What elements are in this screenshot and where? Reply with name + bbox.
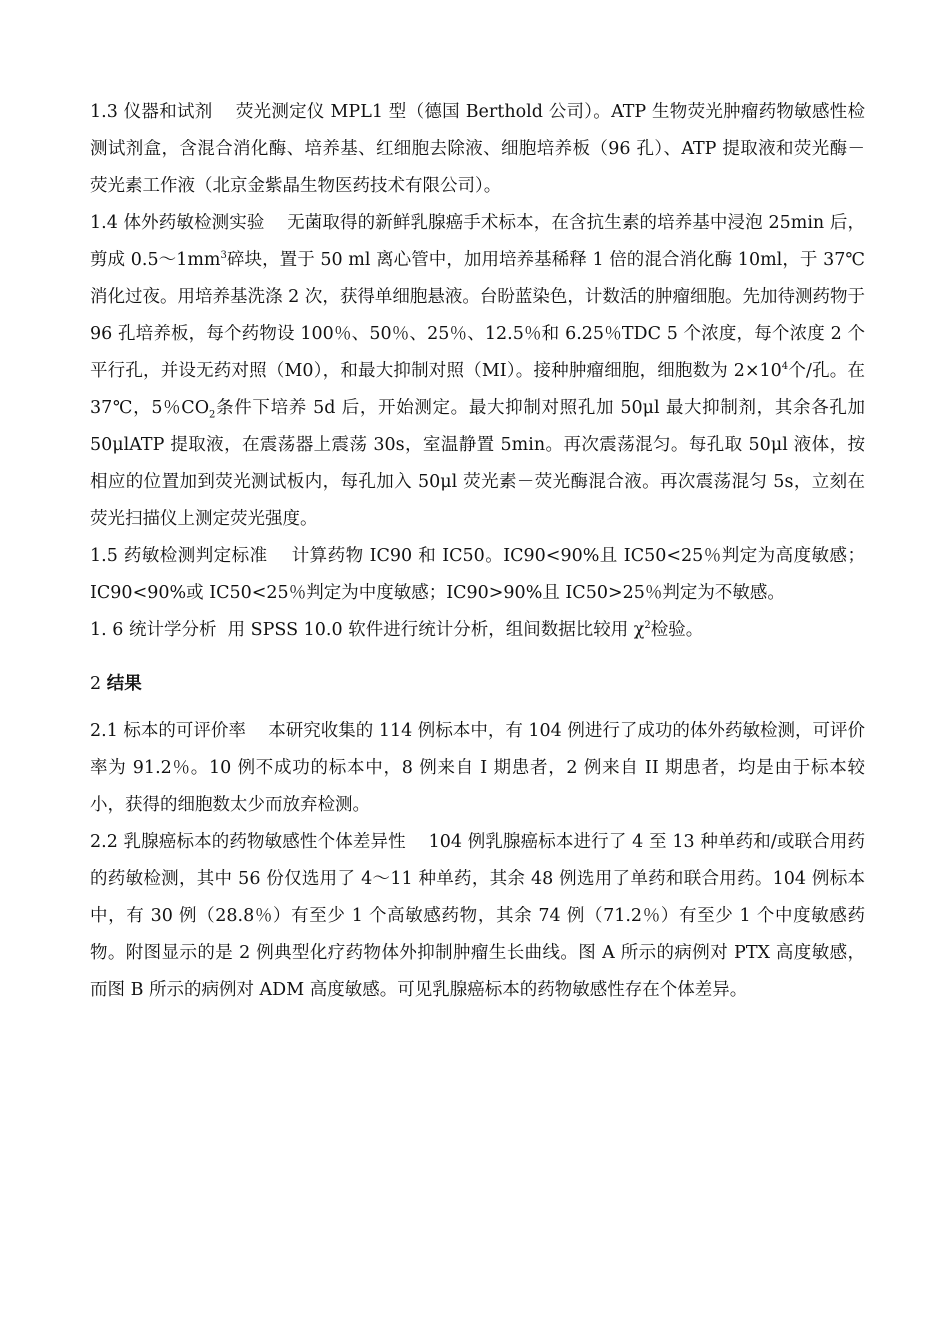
paragraph-2-2 <box>90 824 865 1009</box>
section-label-1-5: 1.5 药敏检测判定标准 <box>90 546 268 566</box>
subscript-co2: 2 <box>209 409 216 421</box>
section-text-2-1: 本研究收集的 114 例标本中，有 104 例进行了成功的体外药敏检测，可评价率为 91.2％。10 例不成功的标本中，8 例来自 I 期患者，2 例来自 II 期患者，均是由于标本较小，获得的细胞数太少而放弃检测。 <box>90 721 865 815</box>
section-text-1-6-tail: 检验。 <box>650 620 704 640</box>
section-text-1-4-c: 个/孔。在 37℃，5％CO <box>90 361 865 418</box>
superscript-chi-square: 2 <box>644 620 651 632</box>
section-text-2-2: 104 例乳腺癌标本进行了 4 至 13 种单药和/或联合用药的药敏检测，其中 56 份仅选用了 4～11 种单药，其余 48 例选用了单药和联合用药。104 例标本中，有 30 例（28.8％）有至少 1 个高敏感药物，其余 74 例（71.2％）有至少 1 个中度敏感药物。附图显示的是 2 例典型化疗药物体外抑制肿瘤生长曲线。图 A 所示的病例对 PTX 高度敏感，而图 B 所示的病例对 ADM 高度敏感。可见乳腺癌标本的药物敏感性存在个体差异。 <box>90 832 865 1000</box>
spacer <box>90 705 865 713</box>
paragraph-1-3 <box>90 94 865 205</box>
paragraph-2-1 <box>90 713 865 824</box>
section-label-2-1: 2.1 标本的可评价率 <box>90 721 246 741</box>
section-text-1-4-a: 无菌取得的新鲜乳腺癌手术标本，在含抗生素的培养基中浸泡 25min 后，剪成 0.5～1mm <box>90 213 865 270</box>
section-text-1-4-d: 条件下培养 5d 后，开始测定。最大抑制对照孔加 50μl 最大抑制剂，其余各孔加 50μlATP 提取液，在震荡器上震荡 30s，室温静置 5min。再次震荡混匀。每孔取 50μl 液体，按相应的位置加到荧光测试板内，每孔加入 50μl 荧光素－荧光酶混合液。再次震荡混匀 5s，立刻在荧光扫描仪上测定荧光强度。 <box>90 398 866 529</box>
paragraph-1-4 <box>90 205 865 538</box>
heading-number: 2 <box>90 674 107 694</box>
section-text-1-5: 计算药物 IC90 和 IC50。IC90<90%且 IC50<25％判定为高度敏感；IC90<90%或 IC50<25％判定为中度敏感；IC90>90%且 IC50>25％判定为不敏感。 <box>90 546 865 603</box>
section-label-1-4: 1.4 体外药敏检测实验 <box>90 213 265 233</box>
superscript-cube: 3 <box>220 250 227 262</box>
paragraph-1-5 <box>90 538 865 612</box>
superscript-exponent: 4 <box>781 361 789 373</box>
section-label-1-3: 1.3 仪器和试剂 <box>90 102 213 122</box>
spacer <box>90 649 865 657</box>
heading-title: 结果 <box>106 674 142 694</box>
section-label-2-2: 2.2 乳腺癌标本的药物敏感性个体差异性 <box>90 832 406 852</box>
section-text-1-6: 用 SPSS 10.0 软件进行统计分析，组间数据比较用 χ <box>227 620 645 640</box>
section-text-1-3: 荧光测定仪 MPL1 型（德国 Berthold 公司）。ATP 生物荧光肿瘤药物敏感性检测试剂盒，含混合消化酶、培养基、红细胞去除液、细胞培养板（96 孔）、ATP 提取液和荧光酶－荧光素工作液（北京金紫晶生物医药技术有限公司）。 <box>90 102 865 196</box>
section-label-1-6: 1. 6 统计学分析 <box>90 620 217 640</box>
section-text-1-4-b: 碎块，置于 50 ml 离心管中，加用培养基稀释 1 倍的混合消化酶 10ml，于 37℃消化过夜。用培养基洗涤 2 次，获得单细胞悬液。台盼蓝染色，计数活的肿瘤细胞。先加待测药物于 96 孔培养板，每个药物设 100％、50％、25％、12.5％和 6.25％TDC 5 个浓度，每个浓度 2 个平行孔，并设无药对照（M0），和最大抑制对照（MI）。接种肿瘤细胞，细胞数为 2×10 <box>90 250 865 381</box>
section-heading-2 <box>90 657 865 705</box>
document-page <box>90 94 865 1009</box>
paragraph-1-6 <box>90 612 865 649</box>
